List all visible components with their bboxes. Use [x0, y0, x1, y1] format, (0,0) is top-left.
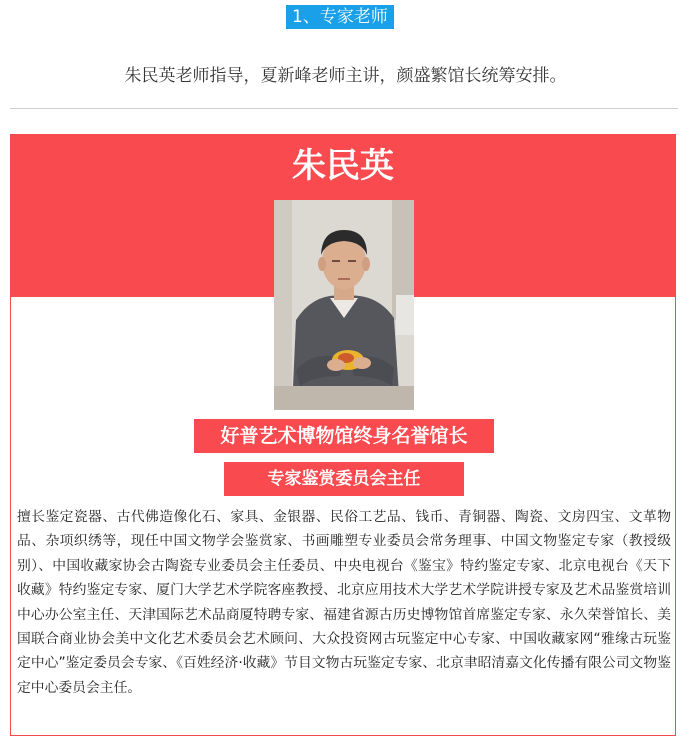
intro-text: 朱民英老师指导，夏新峰老师主讲，颜盛繁馆长统筹安排。 [124, 66, 567, 86]
committee-title-badge: 专家鉴赏委员会主任 [224, 462, 464, 496]
expert-name: 朱民英 [292, 146, 394, 186]
section-title: 1、专家老师 [286, 5, 394, 29]
portrait-photo [274, 200, 414, 410]
expert-card [10, 134, 676, 736]
divider [10, 108, 678, 109]
honorary-title-badge: 好普艺术博物馆终身名誉馆长 [194, 419, 494, 453]
expert-bio: 擅长鉴定瓷器、古代佛造像化石、家具、金银器、民俗工艺品、钱币、青铜器、陶瓷、文房四宝、文革物品、杂项织绣等，现任中国文物学会鉴赏家、书画雕塑专业委员会常务理事、中国文物鉴定专家（教授级别）、中国收藏家协会古陶瓷专业委员会主任委员、中央电视台《鉴宝》特约鉴定专家、北京电视台《天下收藏》特约鉴定专家、厦门大学艺术学院客座教授、北京应用技术大学艺术学院讲授专家及艺术品鉴赏培训中心办公室主任、天津国际艺术品商厦特聘专家、福建省源古历史博物馆首席鉴定专家、永久荣誉馆长、美国联合商业协会美中文化艺术委员会艺术顾问、大众投资网古玩鉴定中心专家、中国收藏家网“雅缘古玩鉴定中心”鉴定委员会专家、《百姓经济·收藏》节目文物古玩鉴定专家、北京聿昭清嘉文化传播有限公司文物鉴定中心委员会主任。 [17, 509, 671, 696]
expert-portrait [274, 200, 414, 410]
